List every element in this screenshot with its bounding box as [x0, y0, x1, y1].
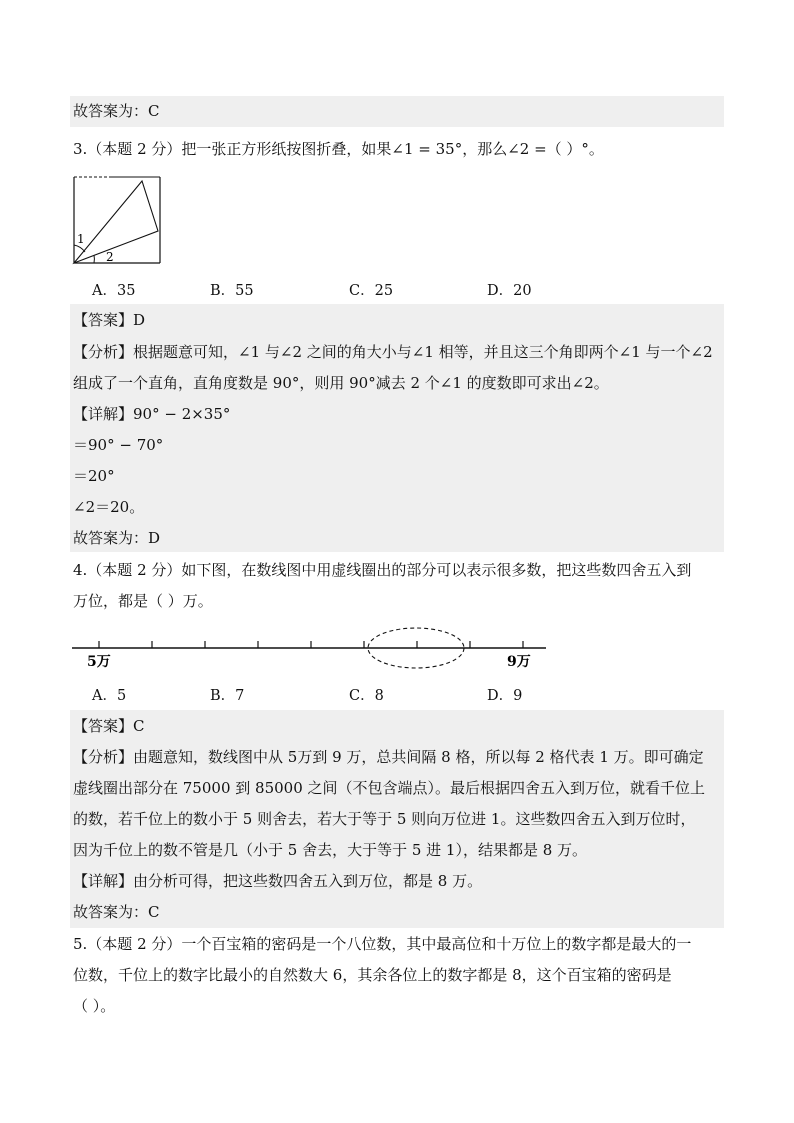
q4-option-b[interactable]: B．7 — [210, 688, 245, 704]
q3-option-a[interactable]: A．35 — [92, 283, 136, 299]
q2-answer-block — [70, 96, 724, 127]
q4-analysis-line-4: 因为千位上的数不管是几（小于 5 舍去，大于等于 5 进 1），结果都是 8 万。 — [73, 841, 588, 859]
q3-stem: 3.（本题 2 分）把一张正方形纸按图折叠，如果∠1 = 35°，那么∠2 =（ ）°。 — [73, 140, 604, 158]
q4-analysis-line-1: 【分析】由题意知，数线图中从 5万到 9 万，总共间隔 8 格，所以每 2 格代表 1 万。即可确定 — [73, 748, 704, 766]
q4-analysis-line-3: 的数，若千位上的数小于 5 则舍去，若大于等于 5 则向万位进 1。这些数四舍五入到万位时， — [73, 810, 696, 828]
q4-detail: 【详解】由分析可得，把这些数四舍五入到万位，都是 8 万。 — [73, 872, 483, 890]
q4-analysis-line-2: 虚线圈出部分在 75000 到 85000 之间（不包含端点）。最后根据四舍五入到万位，就看千位上 — [73, 779, 706, 797]
q3-options — [92, 279, 612, 299]
q4-stem-line-1: 4.（本题 2 分）如下图，在数线图中用虚线圈出的部分可以表示很多数，把这些数四舍五入到 — [73, 561, 692, 579]
q3-answer: 【答案】D — [73, 311, 146, 329]
q3-option-d[interactable]: D．20 — [487, 283, 532, 299]
q5-stem-line-1: 5.（本题 2 分）一个百宝箱的密码是一个八位数，其中最高位和十万位上的数字都是最大的一 — [73, 935, 692, 953]
q3-option-b[interactable]: B．55 — [210, 283, 254, 299]
q5-stem-line-2: 位数，千位上的数字比最小的自然数大 6，其余各位上的数字都是 8，这个百宝箱的密码是 — [73, 966, 672, 984]
q3-detail-line-4: ∠2＝20。 — [73, 498, 145, 516]
q3-detail-line-1: 【详解】90° − 2×35° — [73, 405, 231, 423]
q2-conclusion: 故答案为：C — [73, 102, 160, 120]
q3-analysis-line-2: 组成了一个直角，直角度数是 90°，则用 90°减去 2 个∠1 的度数即可求出∠2。 — [73, 374, 609, 392]
q3-analysis-line-1: 【分析】根据题意可知，∠1 与∠2 之间的角大小与∠1 相等，并且这三个角即两个∠1 与一个∠2 — [73, 343, 713, 361]
q4-end-label: 9万 — [507, 654, 531, 670]
q4-option-a[interactable]: A．5 — [92, 688, 127, 704]
q4-options — [92, 684, 612, 704]
q3-angle2-label: 2 — [106, 250, 114, 264]
q4-option-c[interactable]: C．8 — [349, 688, 384, 704]
q4-number-line — [70, 622, 560, 672]
q3-detail-line-2: ＝90° − 70° — [73, 436, 164, 454]
q4-start-label: 5万 — [87, 654, 111, 670]
q3-detail-line-3: ＝20° — [73, 467, 115, 485]
q3-folded-square-figure — [72, 175, 164, 267]
q3-conclusion: 故答案为：D — [73, 529, 161, 547]
q4-answer: 【答案】C — [73, 717, 145, 735]
q4-option-d[interactable]: D．9 — [487, 688, 523, 704]
q5-stem-line-3: （ ）。 — [73, 997, 116, 1015]
q3-option-c[interactable]: C．25 — [349, 283, 394, 299]
q3-angle1-label: 1 — [77, 232, 85, 246]
q4-conclusion: 故答案为：C — [73, 903, 160, 921]
q4-stem-line-2: 万位，都是（ ）万。 — [73, 592, 213, 610]
